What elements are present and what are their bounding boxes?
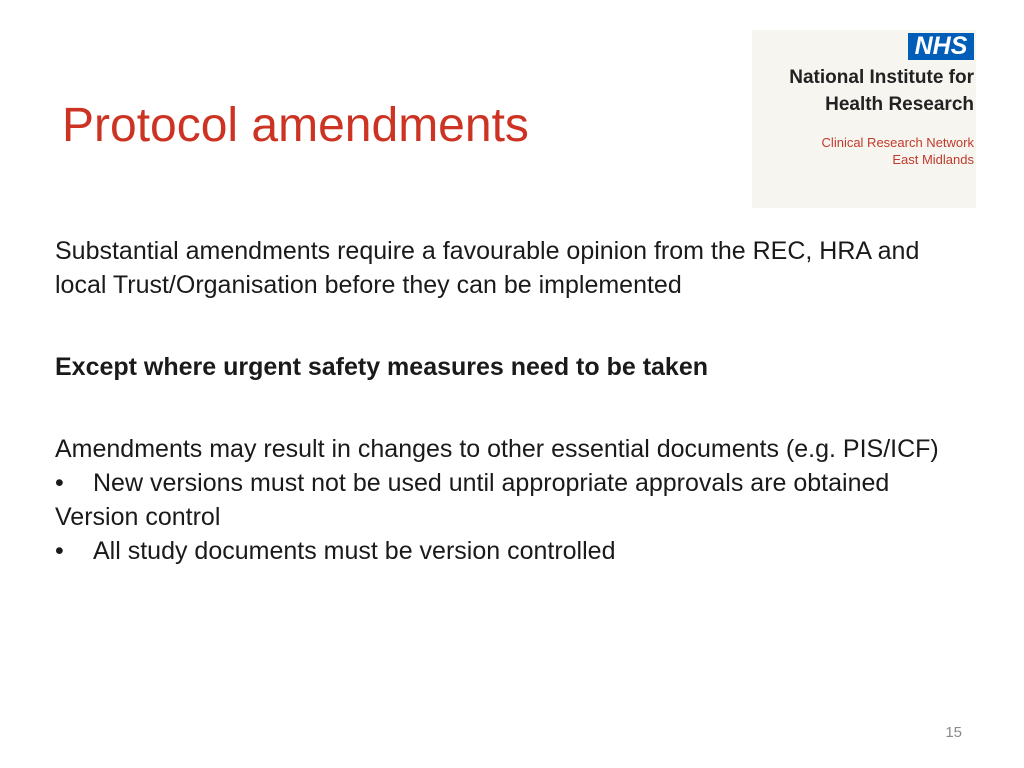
logo-network-name [822, 134, 974, 168]
bullet-glyph: • [55, 469, 64, 497]
paragraph-version-control: Version control [55, 503, 221, 531]
logo-org-name-line-2: Health Research [825, 94, 974, 115]
logo-org-name [789, 64, 974, 118]
bullet-text: New versions must not be used until appropriate approvals are obtained [93, 469, 890, 497]
nhs-badge: NHS [908, 33, 974, 60]
paragraph-substantial-amendments: Substantial amendments require a favourable opinion from the REC, HRA and local Trust/Organisation before they can be implemented [55, 237, 920, 299]
logo-org-name-line-1: National Institute for [789, 67, 974, 88]
slide-body [55, 234, 975, 568]
slide-number: 15 [945, 724, 962, 741]
logo-network-line-1: Clinical Research Network [821, 135, 974, 150]
nihr-logo [752, 30, 976, 208]
paragraph-essential-documents: Amendments may result in changes to other essential documents (e.g. PIS/ICF) [55, 435, 939, 463]
paragraph-urgent-safety: Except where urgent safety measures need to be taken [55, 353, 709, 381]
slide-title: Protocol amendments [62, 99, 529, 152]
bullet-item-version-controlled [55, 534, 975, 568]
bullet-text: All study documents must be version controlled [93, 537, 616, 565]
bullet-glyph: • [55, 537, 64, 565]
bullet-item-new-versions [55, 466, 975, 500]
logo-network-line-2: East Midlands [892, 152, 974, 167]
